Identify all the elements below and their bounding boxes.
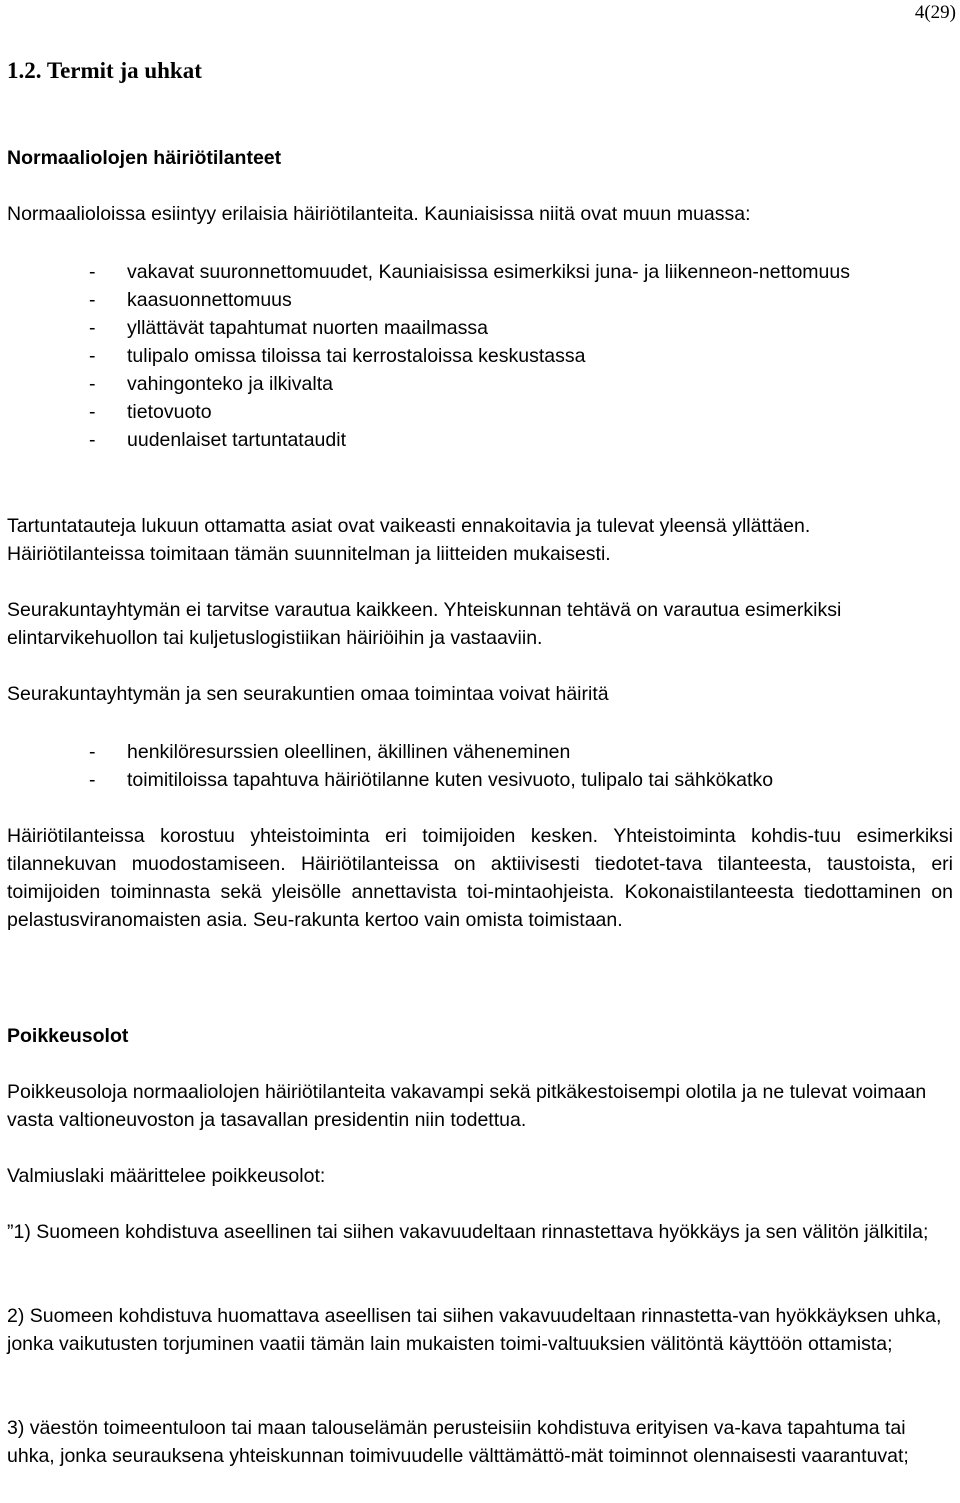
list-item: - vahingonteko ja ilkivalta [89,373,333,395]
law-item-1: ”1) Suomeen kohdistuva aseellinen tai siihen vakavuudeltaan rinnastettava hyökkäys ja sen välitön jälkitila; [7,1221,929,1243]
list-item: - toimitiloissa tapahtuva häiriötilanne kuten vesivuoto, tulipalo tai sähkökatko [89,769,774,791]
law-item-3: 3) väestön toimeentuloon tai maan talouselämän perusteisiin kohdistuva erityisen va-kava tapahtuma tai uhka, jonka seurauksena yhteiskunnan toimivuudelle välttämättö-mät toiminnot olennaisesti vaarantuvat; [7,1417,909,1467]
paragraph-emergency-definition: Poikkeusoloja normaaliolojen häiriötilanteita vakavampi sekä pitkäkestoisempi olotila ja ne tulevat voimaan vasta valtioneuvoston ja tasavallan presidentin niin todettua. [7,1081,927,1131]
paragraph-valmiuslaki: Valmiuslaki määrittelee poikkeusolot: [7,1165,326,1187]
law-item-2: 2) Suomeen kohdistuva huomattava aseellisen tai siihen vakavuudeltaan rinnastetta-van hyökkäyksen uhka, jonka vaikutusten torjuminen vaatii tämän lain mukaisten toimi-valtuuksien välitöntä käyttöön ottamista; [7,1305,942,1355]
list-item: - uudenlaiset tartuntataudit [89,429,346,451]
disruption-list [89,738,953,794]
list-item: - tietovuoto [89,401,212,423]
page-number: 4(29) [914,2,956,23]
paragraph-cooperation: Häiriötilanteissa korostuu yhteistoiminta eri toimijoiden kesken. Yhteistoiminta kohdis-tuu esimerkiksi tilannekuvan muodostamiseen. Häiriötilanteissa on aktiivisesti tiedotet-tava tilanteesta, taustoista, eri toimijoiden toiminnasta sekä yleisölle annettavista toi-mintaohjeista. Kokonaistilanteesta tiedottaminen on pelastusviranomaisten asia. Seu-rakunta kertoo vain omista toimistaan. [7,825,953,931]
normal-intro: Normaalioloissa esiintyy erilaisia häiriötilanteita. Kauniaisissa niitä ovat muun muassa: [7,203,751,225]
list-item: - yllättävät tapahtumat nuorten maailmassa [89,317,488,339]
paragraph-predictability: Tartuntatauteja lukuun ottamatta asiat ovat vaikeasti ennakoitavia ja tulevat yleensä yllättäen. Häiriötilanteissa toimitaan tämän suunnitelman ja liitteiden mukaisesti. [7,515,811,565]
list-item: - henkilöresurssien oleellinen, äkillinen väheneminen [89,741,571,763]
paragraph-preparedness: Seurakuntayhtymän ei tarvitse varautua kaikkeen. Yhteiskunnan tehtävä on varautua esimerkiksi elintarvikehuollon tai kuljetuslogistiikan häiriöihin ja vastaaviin. [7,599,842,649]
emergency-heading: Poikkeusolot [7,1025,129,1047]
list-item: - vakavat suuronnettomuudet, Kauniaisissa esimerkiksi juna- ja liikenneon-nettomuus [89,261,850,283]
paragraph-disruptions: Seurakuntayhtymän ja sen seurakuntien omaa toimintaa voivat häiritä [7,683,609,705]
section-title: 1.2. Termit ja uhkat [7,58,202,83]
incident-list [89,258,953,454]
normal-conditions-heading: Normaaliolojen häiriötilanteet [7,147,282,169]
list-item: - kaasuonnettomuus [89,289,292,311]
list-item: - tulipalo omissa tiloissa tai kerrostaloissa keskustassa [89,345,586,367]
